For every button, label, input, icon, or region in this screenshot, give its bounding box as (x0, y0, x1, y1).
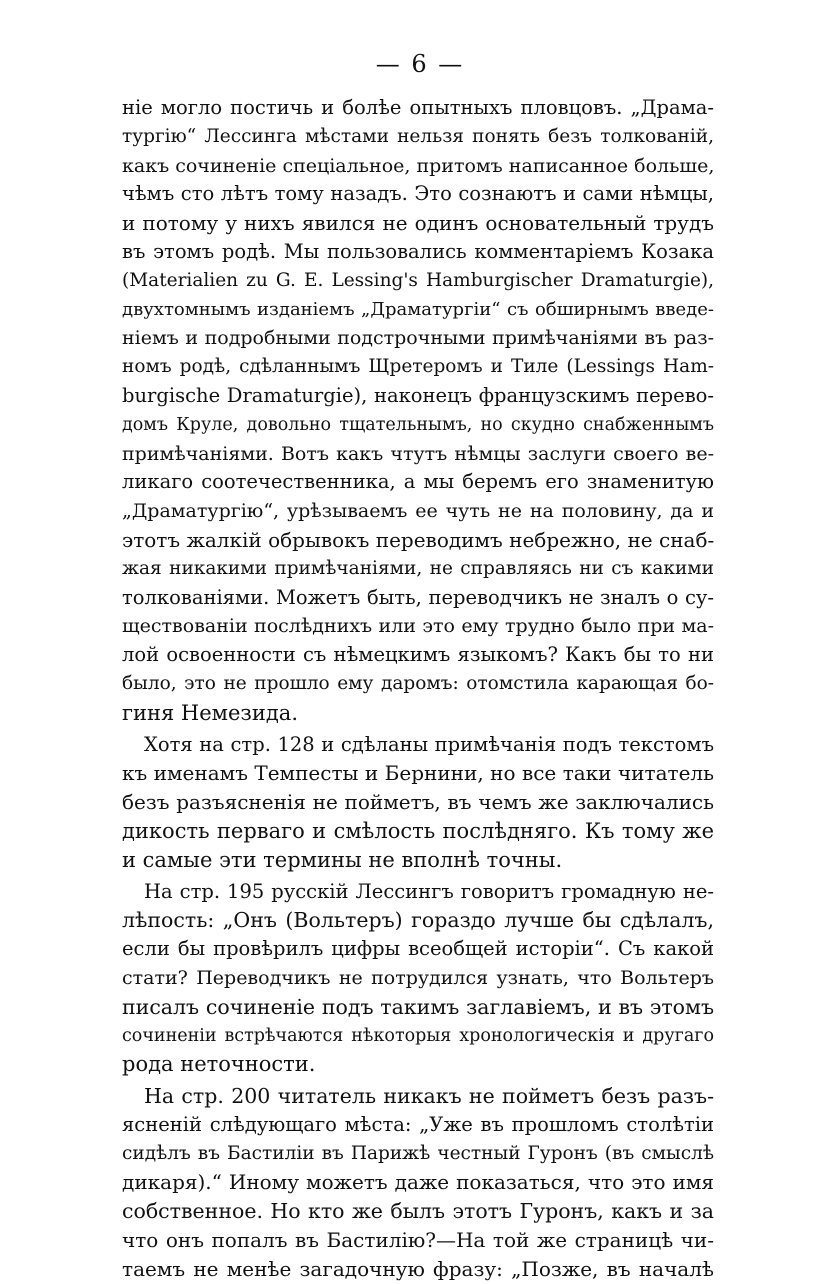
body-text (122, 94, 714, 1284)
text-line: безъ разъясненія не пойметъ, въ чемъ же заключались (122, 790, 714, 815)
text-line: сидѣлъ въ Бастиліи въ Парижѣ честный Гуронъ (въ смыслѣ (122, 1142, 714, 1164)
text-line: ніе могло постичь и болѣе опытныхъ пловцовъ. „Драма- (122, 96, 714, 119)
paragraph-1 (122, 94, 714, 728)
text-line: лѣпость: „Онъ (Вольтеръ) гораздо лучше бы сдѣлалъ, (122, 908, 714, 933)
text-line: дикость перваго и смѣлость послѣдняго. Къ тому же (122, 818, 714, 843)
text-line: „Драматургію“, урѣзываемъ ее чуть не на половину, да и (122, 500, 714, 523)
text-line: къ именамъ Темпесты и Бернини, но все таки читатель (122, 761, 714, 786)
text-line: дикаря).“ Иному можетъ даже показаться, что это имя (122, 1170, 714, 1195)
text-line: ясненій слѣдующаго мѣста: „Уже въ прошломъ столѣтіи (122, 1112, 714, 1136)
text-line: и самые эти термины не вполнѣ точны. (122, 847, 563, 872)
text-line: ществованіи послѣднихъ или это ему трудно было при ма- (122, 615, 714, 638)
text-line: писалъ сочиненіе подъ такимъ заглавіемъ, и въ этомъ (122, 994, 714, 1019)
text-line: въ этомъ родѣ. Мы пользовались комментаріемъ Козака (122, 239, 714, 263)
text-line: burgische Dramaturgie), наконецъ французскимъ перево- (122, 383, 714, 407)
text-line: примѣчаніями. Вотъ какъ чтутъ нѣмцы заслуги своего ве- (122, 442, 714, 465)
paragraph-3 (122, 878, 714, 1080)
text-line: Хотя на стр. 128 и сдѣланы примѣчанія подъ текстомъ (144, 732, 714, 756)
text-line: жая никакими примѣчаніями, не справляясь ни съ какими (122, 557, 714, 579)
text-line: и потому у нихъ явился не одинъ основательный трудъ (122, 211, 714, 236)
text-line: толкованіями. Можетъ быть, переводчикъ не зналъ о су- (122, 585, 714, 609)
text-line: было, это не прошло ему даромъ: отомстила карающая бо- (122, 672, 714, 694)
text-line: рода неточности. (122, 1052, 316, 1077)
text-line: гиня Немезида. (122, 700, 298, 725)
text-line: На стр. 195 русскій Лессингъ говоритъ громадную не- (144, 879, 714, 903)
paragraph-4 (122, 1082, 714, 1284)
text-line: какъ сочиненіе спеціальное, притомъ написанное больше, (122, 154, 715, 177)
text-line: номъ родѣ, сдѣланнымъ Щретеромъ и Тиле (Lessings Ham- (122, 356, 714, 378)
text-line: что онъ попалъ въ Бастилію?—На той же страницѣ чи- (122, 1228, 714, 1253)
text-line: домъ Круле, довольно тщательнымъ, но скудно снабженнымъ (122, 414, 714, 435)
text-line: таемъ не менѣе загадочную фразу: „Позже, въ началѣ (122, 1256, 714, 1281)
text-line: тургію“ Лессинга мѣстами нельзя понять безъ толкованій, (122, 125, 714, 147)
page-number: — 6 — (375, 50, 465, 78)
text-line: стати? Переводчикъ не потрудился узнать, что Вольтеръ (122, 966, 714, 989)
text-line: если бы провѣрилъ цифры всеобщей исторіи“. Съ какой (122, 937, 714, 961)
text-line: этотъ жалкій обрывокъ переводимъ небрежно, не снаб- (122, 527, 715, 552)
text-line: ніемъ и подробными подстрочными примѣчаніями въ раз- (122, 327, 714, 350)
text-line: чѣмъ сто лѣтъ тому назадъ. Это сознаютъ и сами нѣмцы, (122, 182, 714, 206)
text-line: ликаго соотечественника, а мы беремъ его знаменитую (122, 470, 714, 494)
text-line: На стр. 200 читатель никакъ не пойметъ безъ разъ- (144, 1084, 714, 1109)
text-line: двухтомнымъ изданіемъ „Драматургіи“ съ обширнымъ введе- (122, 298, 714, 320)
paragraph-2 (122, 731, 714, 875)
text-line: сочиненіи встрѣчаются нѣкоторыя хронологическія и другаго (122, 1025, 714, 1046)
text-line: лой освоенности съ нѣмецкимъ языкомъ? Какъ бы то ни (122, 643, 714, 667)
text-line: (Materialien zu G. E. Lessing's Hamburgischer Dramaturgie), (122, 269, 714, 291)
text-line: собственное. Но кто же былъ этотъ Гуронъ, какъ и за (122, 1199, 714, 1224)
